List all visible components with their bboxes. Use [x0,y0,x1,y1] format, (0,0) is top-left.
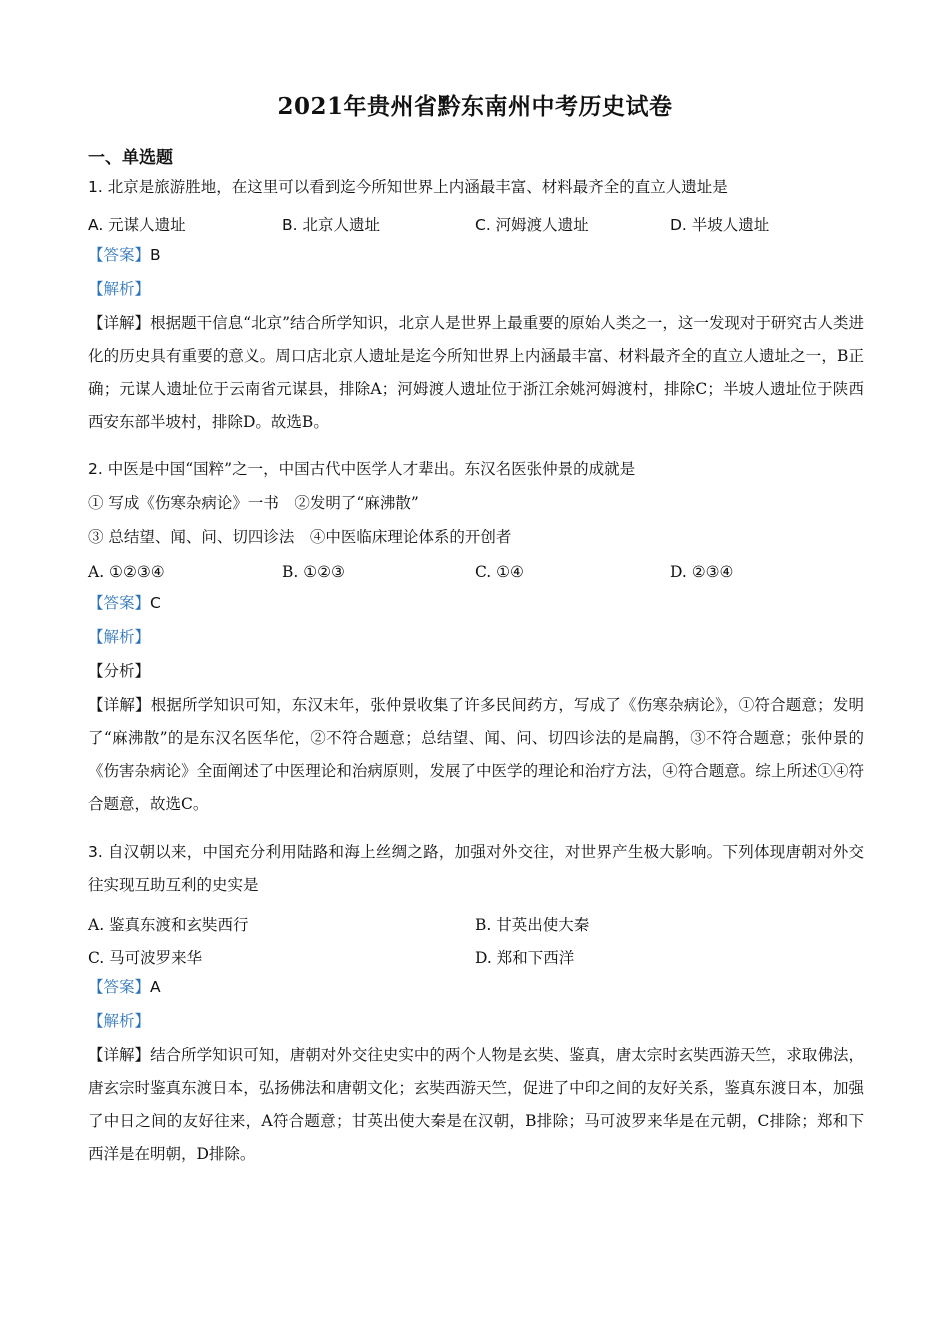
q1-option-d: D. 半坡人遗址 [670,216,770,234]
section-heading: 一、单选题 [88,148,173,168]
q1-detail: 【详解】根据题干信息“北京”结合所学知识，北京人是世界上最重要的原始人类之一，这一发现对于研究古人类进化的历史具有重要的意义。周口店北京人遗址是迄今所知世界上内涵最丰富、材料最齐全的直立人遗址之一，B正确；元谋人遗址位于云南省元谋县，排除A；河姆渡人遗址位于浙江余姚河姆渡村，排除C；半坡人遗址位于陕西西安东部半坡村，排除D。故选B。 [88,314,864,431]
q3-option-c: C. 马可波罗来华 [88,949,203,967]
q2-option-c: C. ①④ [475,563,524,581]
question-1-stem: 1. 北京是旅游胜地，在这里可以看到迄今所知世界上内涵最丰富、材料最齐全的直立人遗址是 [88,178,728,196]
q2-fenxi-tag: 【分析】 [88,662,151,680]
page-title: 2021年贵州省黔东南州中考历史试卷 [277,93,673,120]
q2-option-d: D. ②③④ [670,563,734,581]
q2-option-b: B. ①②③ [282,563,345,581]
question-2-stem: 2. 中医是中国“国粹”之一，中国古代中医学人才辈出。东汉名医张仲景的成就是 [88,460,636,478]
q3-option-b: B. 甘英出使大秦 [475,916,590,934]
q1-answer: 【答案】B [88,246,161,264]
q1-option-c: C. 河姆渡人遗址 [475,216,589,234]
q3-analysis-tag: 【解析】 [88,1012,151,1030]
q3-answer: 【答案】A [88,978,161,996]
q1-option-b: B. 北京人遗址 [282,216,380,234]
q3-option-a: A. 鉴真东渡和玄奘西行 [88,916,249,934]
q2-analysis-tag: 【解析】 [88,628,151,646]
q1-analysis-tag: 【解析】 [88,280,151,298]
q1-option-a: A. 元谋人遗址 [88,216,186,234]
q3-option-d: D. 郑和下西洋 [475,949,575,967]
q2-option-a: A. ①②③④ [88,563,165,581]
q2-answer: 【答案】C [88,594,161,612]
q2-item-line-2: ③ 总结望、闻、问、切四诊法 ④中医临床理论体系的开创者 [88,528,512,546]
question-3-stem: 3. 自汉朝以来，中国充分利用陆路和海上丝绸之路，加强对外交往，对世界产生极大影响。下列体现唐朝对外交往实现互助互利的史实是 [88,843,864,894]
q2-detail: 【详解】根据所学知识可知，东汉末年，张仲景收集了许多民间药方，写成了《伤寒杂病论》，①符合题意；发明了“麻沸散”的是东汉名医华佗，②不符合题意；总结望、闻、问、切四诊法的是扁鹊，③不符合题意；张仲景的《伤害杂病论》全面阐述了中医理论和治病原则，发展了中医学的理论和治疗方法，④符合题意。综上所述①④符合题意，故选C。 [88,696,864,813]
q2-item-line-1: ① 写成《伤寒杂病论》一书 ②发明了“麻沸散” [88,494,419,512]
q3-detail: 【详解】结合所学知识可知，唐朝对外交往史实中的两个人物是玄奘、鉴真，唐太宗时玄奘西游天竺，求取佛法，唐玄宗时鉴真东渡日本，弘扬佛法和唐朝文化；玄奘西游天竺，促进了中印之间的友好关系，鉴真东渡日本，加强了中日之间的友好往来，A符合题意；甘英出使大秦是在汉朝，B排除；马可波罗来华是在元朝，C排除；郑和下西洋是在明朝，D排除。 [88,1046,864,1163]
